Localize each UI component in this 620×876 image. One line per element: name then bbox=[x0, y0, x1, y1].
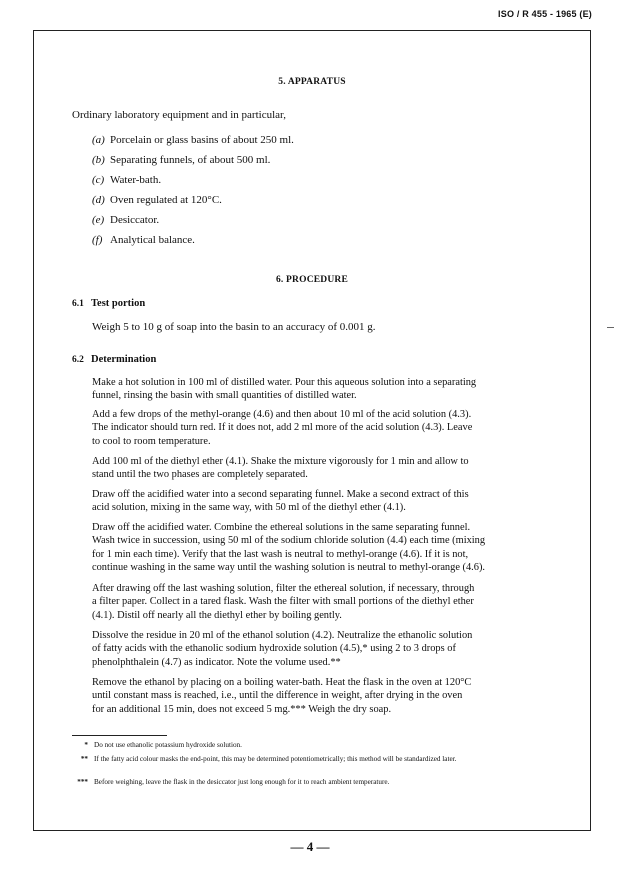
item-label: (d) bbox=[92, 194, 105, 206]
subsection-determination bbox=[72, 354, 156, 365]
item-text: Porcelain or glass basins of about 250 ml. bbox=[110, 134, 294, 146]
test-portion-text: Weigh 5 to 10 g of soap into the basin to an accuracy of 0.001 g. bbox=[92, 321, 376, 333]
footnote-text: Do not use ethanolic potassium hydroxide solution. bbox=[94, 741, 242, 749]
item-text: Analytical balance. bbox=[110, 234, 195, 246]
text-line: Add 100 ml of the diethyl ether (4.1). Shake the mixture vigorously for 1 min and allow to bbox=[92, 456, 469, 467]
text-line: for an additional 15 min, does not exceed 5 mg.*** Weigh the dry soap. bbox=[92, 703, 392, 715]
paragraph bbox=[92, 455, 562, 482]
text-line: Draw off the acidified water. Combine the ethereal solutions in the same separating funnel. bbox=[92, 522, 471, 533]
subsection-heading: Determination bbox=[91, 354, 157, 365]
paragraph bbox=[92, 521, 562, 575]
text-line: continue washing in the same way until the washing solution is neutral to methyl-orange (4.6). bbox=[92, 562, 486, 574]
text-line: a filter paper. Collect in a tared flask. Wash the filter with small portions of the diethyl ether bbox=[92, 596, 474, 608]
footnote-rule bbox=[72, 735, 167, 736]
item-label: (c) bbox=[92, 174, 105, 186]
text-line: acid solution, mixing in the same way, with 50 ml of the diethyl ether (4.1). bbox=[92, 502, 406, 514]
document-code: ISO / R 455 - 1965 (E) bbox=[498, 9, 592, 19]
apparatus-item bbox=[92, 213, 159, 227]
footnote-mark: * bbox=[84, 741, 88, 749]
footnote-mark: *** bbox=[77, 778, 88, 786]
footnote bbox=[72, 778, 552, 787]
paragraph bbox=[92, 629, 562, 669]
apparatus-item bbox=[92, 173, 161, 187]
footnote bbox=[72, 741, 552, 750]
item-label: (b) bbox=[92, 154, 105, 166]
footnote-text: Before weighing, leave the flask in the desiccator just long enough for it to reach ambient temperature. bbox=[94, 778, 390, 786]
text-line: Dissolve the residue in 20 ml of the ethanol solution (4.2). Neutralize the ethanolic solution bbox=[92, 630, 473, 641]
apparatus-intro: Ordinary laboratory equipment and in particular, bbox=[72, 109, 286, 121]
apparatus-item bbox=[92, 233, 195, 247]
text-line: The indicator should turn red. If it does not, add 2 ml more of the acid solution (4.3). Leave bbox=[92, 422, 473, 434]
subsection-number: 6.2 bbox=[72, 355, 84, 365]
footnote-text: If the fatty acid colour masks the end-point, this may be determined potentiometrically; this method will be standardized later. bbox=[94, 755, 457, 763]
paragraph bbox=[92, 582, 562, 622]
text-line: Make a hot solution in 100 ml of distilled water. Pour this aqueous solution into a separating bbox=[92, 377, 477, 388]
text-line: Remove the ethanol by placing on a boiling water-bath. Heat the flask in the oven at 120°C bbox=[92, 677, 472, 688]
text-line: for 1 min each time). Verify that the last wash is neutral to methyl-orange (4.6). If it is not, bbox=[92, 548, 469, 560]
paragraph bbox=[92, 376, 562, 403]
text-line: stand until the two phases are completely separated. bbox=[92, 469, 308, 481]
item-text: Desiccator. bbox=[110, 214, 160, 226]
text-line: to cool to room temperature. bbox=[92, 435, 211, 447]
subsection-heading: Test portion bbox=[91, 298, 146, 309]
item-text: Separating funnels, of about 500 ml. bbox=[110, 154, 271, 166]
text-line: Draw off the acidified water into a second separating funnel. Make a second extract of this bbox=[92, 489, 469, 500]
item-label: (f) bbox=[92, 234, 103, 246]
item-text: Water-bath. bbox=[110, 174, 162, 186]
text-line: of fatty acids with the ethanolic sodium hydroxide solution (4.5),* using 2 to 3 drops of bbox=[92, 643, 456, 655]
paragraph bbox=[92, 676, 562, 716]
text-line: phenolphthalein (4.7) as indicator. Note the volume used.** bbox=[92, 656, 341, 668]
text-line: until constant mass is reached, i.e., until the difference in weight, after drying in the oven bbox=[92, 690, 463, 702]
apparatus-title: 5. APPARATUS bbox=[278, 77, 346, 87]
text-line: (4.1). Distil off nearly all the diethyl ether by boiling gently. bbox=[92, 609, 342, 621]
footnote-mark: ** bbox=[80, 755, 88, 763]
text-line: After drawing off the last washing solution, filter the ethereal solution, if necessary, through bbox=[92, 583, 475, 594]
item-label: (e) bbox=[92, 214, 105, 226]
page-frame bbox=[33, 30, 591, 831]
paragraph bbox=[92, 488, 562, 515]
item-label: (a) bbox=[92, 134, 105, 146]
procedure-title: 6. PROCEDURE bbox=[275, 275, 349, 285]
apparatus-item bbox=[92, 153, 270, 167]
footnote bbox=[72, 755, 552, 764]
apparatus-item bbox=[92, 133, 294, 147]
apparatus-item bbox=[92, 193, 222, 207]
paragraph bbox=[92, 408, 562, 448]
subsection-test-portion bbox=[72, 298, 145, 309]
subsection-number: 6.1 bbox=[72, 299, 84, 309]
text-line: funnel, rinsing the basin with small quantities of distilled water. bbox=[92, 390, 357, 402]
text-line: Wash twice in succession, using 50 ml of the sodium chloride solution (4.4) each time (mixing bbox=[92, 535, 486, 547]
item-text: Oven regulated at 120°C. bbox=[110, 194, 222, 206]
text-line: Add a few drops of the methyl-orange (4.6) and then about 10 ml of the acid solution (4.3). bbox=[92, 409, 472, 420]
page-number: — 4 — bbox=[290, 839, 330, 854]
margin-mark bbox=[607, 327, 614, 328]
